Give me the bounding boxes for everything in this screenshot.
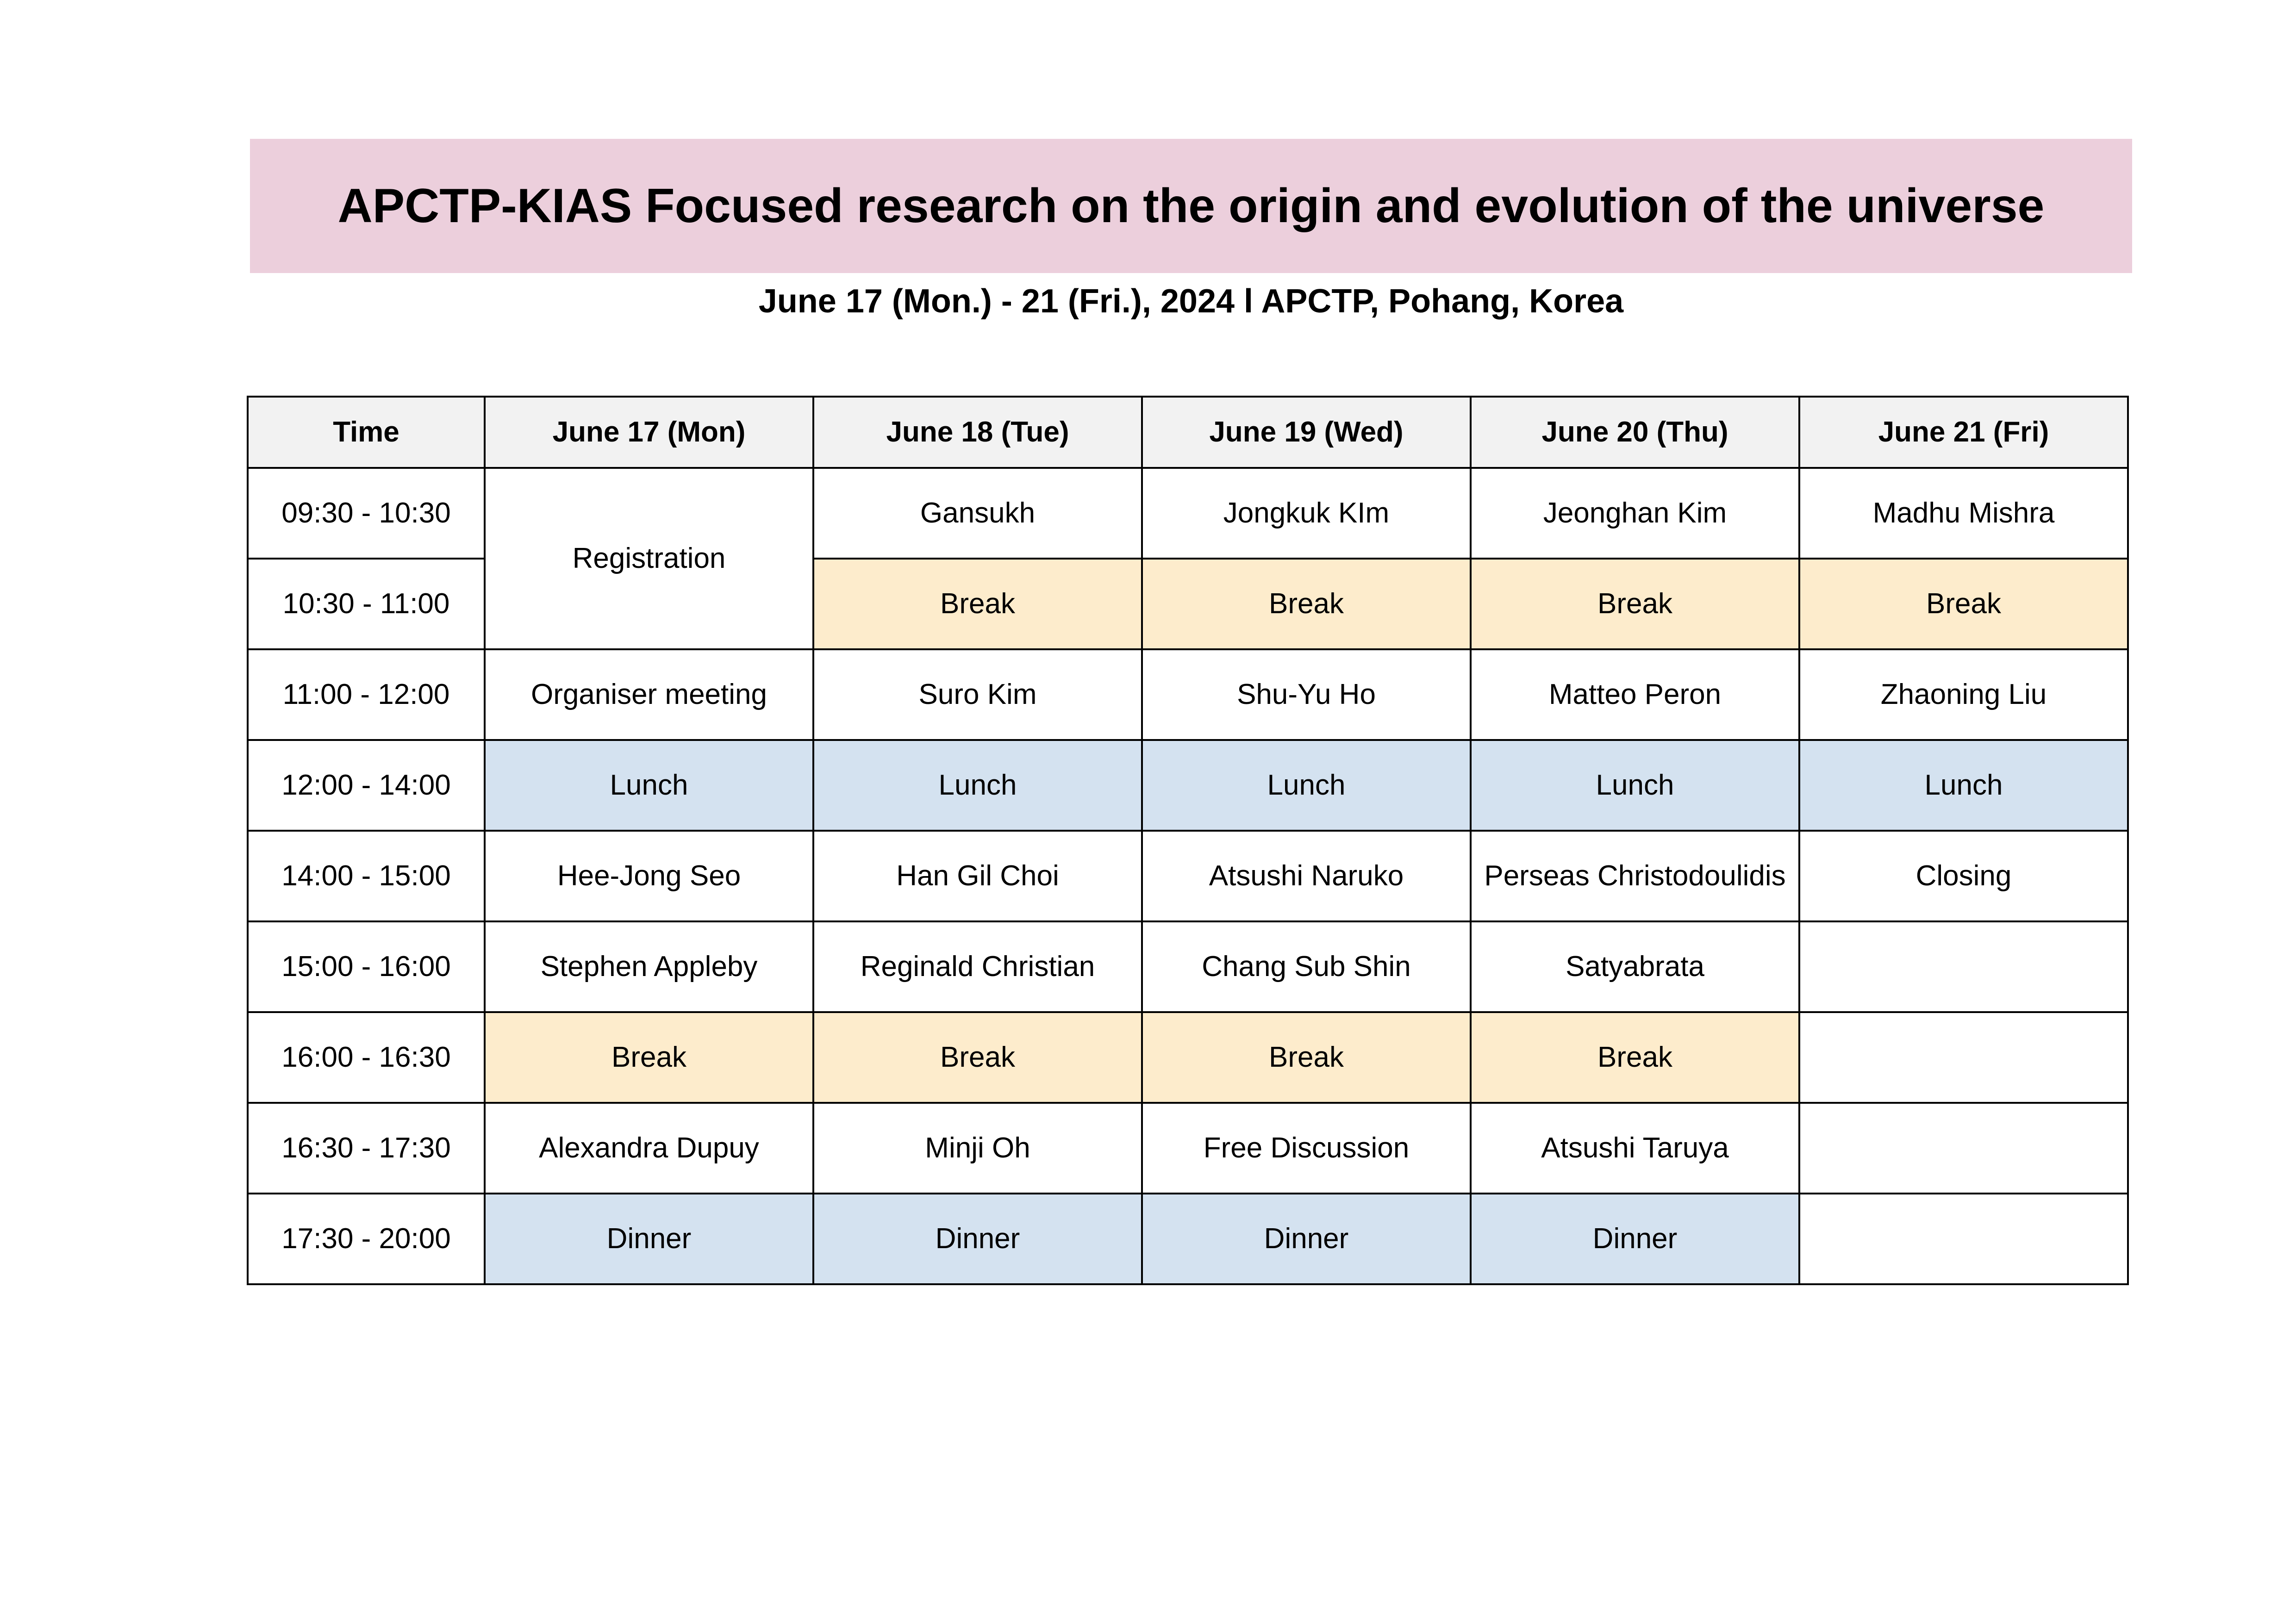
- session-cell: Lunch: [813, 740, 1142, 831]
- schedule-table: [247, 396, 2129, 1285]
- table-row: [248, 740, 2128, 831]
- session-cell: Closing: [1799, 831, 2128, 921]
- session-cell: Zhaoning Liu: [1799, 649, 2128, 740]
- session-cell: Suro Kim: [813, 649, 1142, 740]
- schedule-table-head: [248, 397, 2128, 468]
- table-row: [248, 1103, 2128, 1194]
- session-cell: Break: [1142, 559, 1471, 649]
- schedule-table-body: [248, 468, 2128, 1284]
- column-header-tue: June 18 (Tue): [813, 397, 1142, 468]
- session-cell: Atsushi Taruya: [1471, 1103, 1799, 1194]
- column-header-mon: June 17 (Mon): [485, 397, 813, 468]
- session-cell: Madhu Mishra: [1799, 468, 2128, 559]
- session-cell: Break: [813, 1012, 1142, 1103]
- title-banner: [250, 139, 2132, 273]
- session-cell: Break: [1471, 1012, 1799, 1103]
- empty-cell: [1799, 1103, 2128, 1194]
- table-row: [248, 468, 2128, 559]
- session-cell: Registration: [485, 468, 813, 649]
- column-header-time: Time: [248, 397, 485, 468]
- time-cell: 11:00 - 12:00: [248, 649, 485, 740]
- session-cell: Jeonghan Kim: [1471, 468, 1799, 559]
- session-cell: Dinner: [813, 1194, 1142, 1284]
- session-cell: Reginald Christian: [813, 921, 1142, 1012]
- time-cell: 17:30 - 20:00: [248, 1194, 485, 1284]
- page-title: APCTP-KIAS Focused research on the origin and evolution of the universe: [337, 179, 2045, 233]
- session-cell: Gansukh: [813, 468, 1142, 559]
- session-cell: Matteo Peron: [1471, 649, 1799, 740]
- session-cell: Dinner: [485, 1194, 813, 1284]
- time-cell: 12:00 - 14:00: [248, 740, 485, 831]
- session-cell: Lunch: [1142, 740, 1471, 831]
- session-cell: Dinner: [1471, 1194, 1799, 1284]
- time-cell: 14:00 - 15:00: [248, 831, 485, 921]
- time-cell: 09:30 - 10:30: [248, 468, 485, 559]
- column-header-fri: June 21 (Fri): [1799, 397, 2128, 468]
- session-cell: Satyabrata: [1471, 921, 1799, 1012]
- session-cell: Free Discussion: [1142, 1103, 1471, 1194]
- column-header-wed: June 19 (Wed): [1142, 397, 1471, 468]
- session-cell: Organiser meeting: [485, 649, 813, 740]
- session-cell: Dinner: [1142, 1194, 1471, 1284]
- session-cell: Break: [485, 1012, 813, 1103]
- table-header-row: [248, 397, 2128, 468]
- session-cell: Han Gil Choi: [813, 831, 1142, 921]
- table-row: [248, 1194, 2128, 1284]
- empty-cell: [1799, 1012, 2128, 1103]
- time-cell: 16:30 - 17:30: [248, 1103, 485, 1194]
- session-cell: Break: [1471, 559, 1799, 649]
- session-cell: Shu-Yu Ho: [1142, 649, 1471, 740]
- column-header-thu: June 20 (Thu): [1471, 397, 1799, 468]
- event-subtitle: June 17 (Mon.) - 21 (Fri.), 2024 l APCTP, Pohang, Korea: [758, 283, 1624, 320]
- session-cell: Break: [813, 559, 1142, 649]
- table-row: [248, 649, 2128, 740]
- time-cell: 16:00 - 16:30: [248, 1012, 485, 1103]
- session-cell: Chang Sub Shin: [1142, 921, 1471, 1012]
- session-cell: Perseas Christodoulidis: [1471, 831, 1799, 921]
- session-cell: Hee-Jong Seo: [485, 831, 813, 921]
- session-cell: Break: [1799, 559, 2128, 649]
- table-row: [248, 831, 2128, 921]
- session-cell: Alexandra Dupuy: [485, 1103, 813, 1194]
- session-cell: Lunch: [1471, 740, 1799, 831]
- empty-cell: [1799, 1194, 2128, 1284]
- session-cell: Lunch: [1799, 740, 2128, 831]
- session-cell: Minji Oh: [813, 1103, 1142, 1194]
- empty-cell: [1799, 921, 2128, 1012]
- session-cell: Lunch: [485, 740, 813, 831]
- table-row: [248, 921, 2128, 1012]
- time-cell: 15:00 - 16:00: [248, 921, 485, 1012]
- session-cell: Atsushi Naruko: [1142, 831, 1471, 921]
- session-cell: Jongkuk KIm: [1142, 468, 1471, 559]
- schedule-table-wrapper: [247, 396, 2127, 1285]
- time-cell: 10:30 - 11:00: [248, 559, 485, 649]
- session-cell: Stephen Appleby: [485, 921, 813, 1012]
- session-cell: Break: [1142, 1012, 1471, 1103]
- table-row: [248, 1012, 2128, 1103]
